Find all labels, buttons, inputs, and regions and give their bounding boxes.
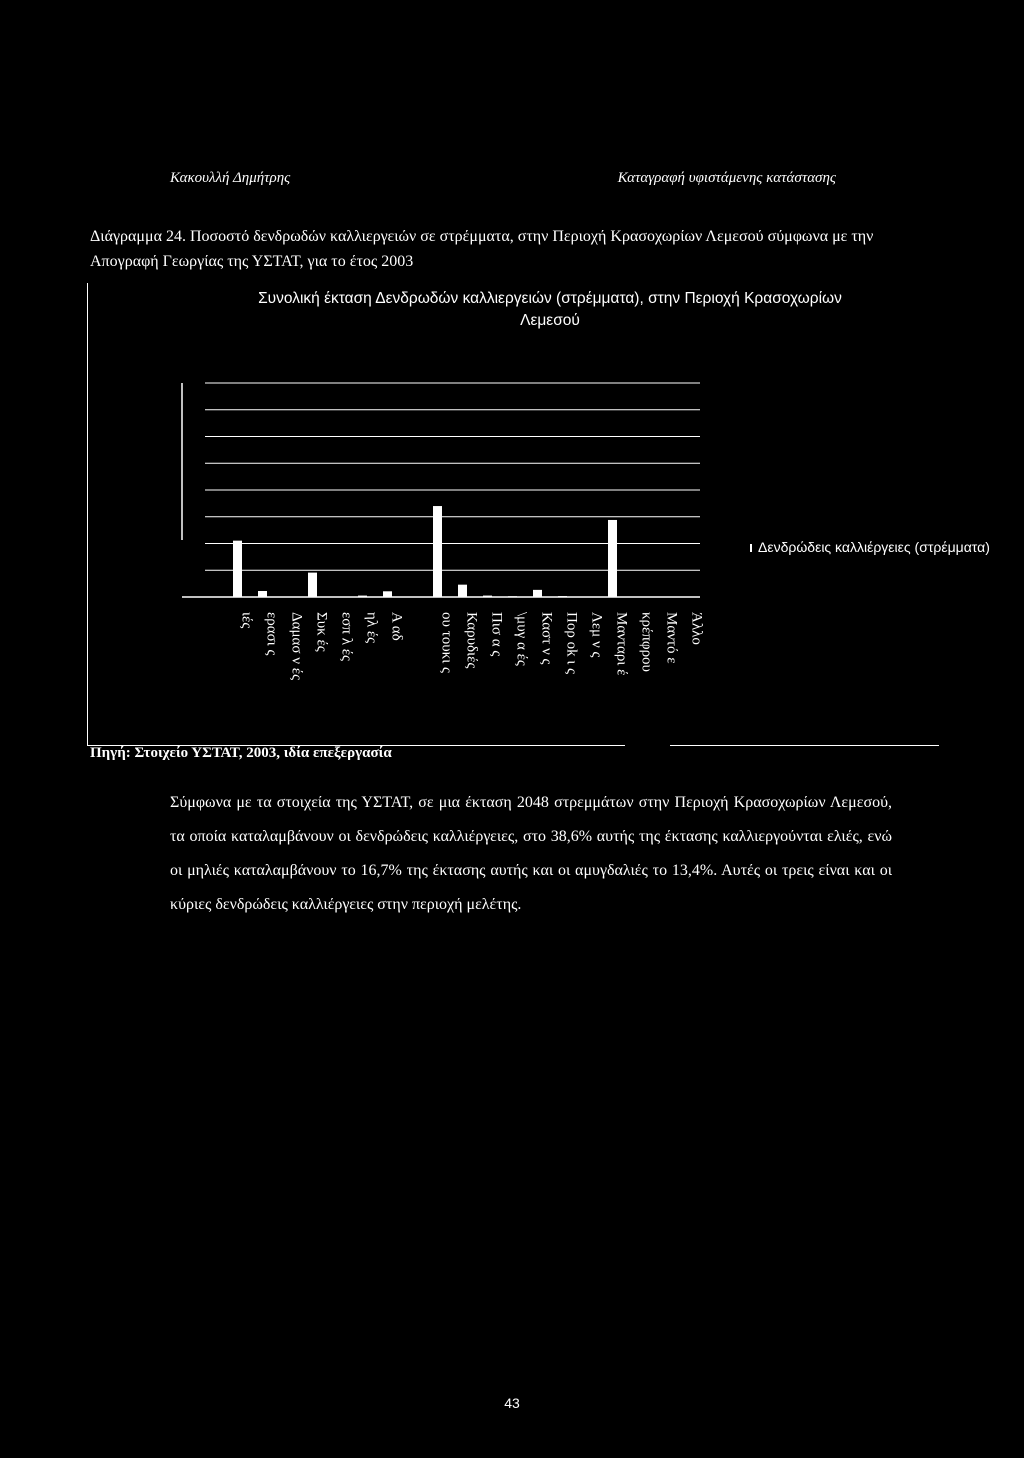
category-label: Πορ ok ι ς [563, 612, 580, 675]
bar-9 [458, 585, 467, 597]
page-number: 43 [504, 1395, 520, 1411]
bar-0 [233, 541, 242, 597]
category-label: Καρυδιές [463, 612, 480, 669]
category-label: κρέπφρου [638, 612, 655, 672]
category-label: ου τουκι ς [438, 612, 455, 673]
bar-11 [508, 596, 517, 597]
bar-6 [383, 591, 392, 597]
bar-13 [558, 596, 567, 597]
body-paragraph: Σύμφωνα με τα στοιχεία της ΥΣΤΑΤ, σε μια έκταση 2048 στρεμμάτων στην Περιοχή Κρασοχωρίων Λεμεσού, τα οποία καταλαμβάνουν οι δενδρώδεις καλλιέργειες, στο 38,6% αυτής της έκτασης καλλιεργούνται ελιές, ενώ οι μηλιές καταλαμβάνουν το 16,7% της έκτασης αυτής και οι αμυγδαλιές το 13,4%. Αυτές οι τρεις είναι και οι κύριες δενδρώδεις καλλιέργειες στην περιοχή μελέτης. [170, 794, 892, 913]
category-label: \μυγ α ές [513, 612, 530, 666]
category-label: Συκ ές [313, 612, 330, 652]
header-chapter: Καταγραφή υφιστάμενης κατάστασης [617, 170, 836, 186]
chart-title-line1: Συνολική έκταση Δενδρωδών καλλιεργειών (στρέμματα), στην Περιοχή Κρασοχωρίων [258, 290, 842, 307]
bar-15 [608, 520, 617, 597]
category-label: Καστ ν ς [538, 612, 555, 665]
category-label: ηλ ές [363, 612, 380, 644]
category-label: Δαμασ ν ές [288, 612, 305, 681]
category-label: εσπ λ ές [338, 612, 355, 661]
source-note: Πηγή: Στοιχείο ΥΣΤΑΤ, 2003, ιδία επεξεργασία [90, 745, 392, 761]
legend-swatch [750, 544, 752, 552]
category-label: Α αδ [388, 612, 405, 641]
category-label: Μαντό ε [663, 612, 680, 664]
bar-5 [358, 596, 367, 597]
bar-12 [533, 590, 542, 597]
diagram-caption: Διάγραμμα 24. Ποσοστό δενδρωδών καλλιεργειών σε στρέμματα, στην Περιοχή Κρασοχωρίων Λεμεσού σύμφωνα με την Απογραφή Γεωργίας της ΥΣΤΑΤ, για το έτος 2003 [90, 228, 874, 270]
chart-title-line2: Λεμεσού [520, 312, 580, 329]
category-label: ερασι ς [263, 612, 280, 656]
category-label: Άλλο [688, 612, 705, 645]
category-label: ιές [238, 612, 255, 629]
legend-label: Δενδρώδεις καλλιέργειες (στρέμματα) [758, 539, 990, 555]
bar-1 [258, 591, 267, 597]
category-label: Πισ α ς [488, 612, 505, 657]
bar-8 [433, 506, 442, 597]
bar-3 [308, 573, 317, 597]
chart-legend [750, 538, 990, 557]
category-label: Μανταρι έ [613, 612, 630, 676]
category-label: Λεμ ν ς [588, 612, 605, 658]
bar-10 [483, 596, 492, 597]
header-author: Κακουλλή Δημήτρης [170, 170, 291, 186]
